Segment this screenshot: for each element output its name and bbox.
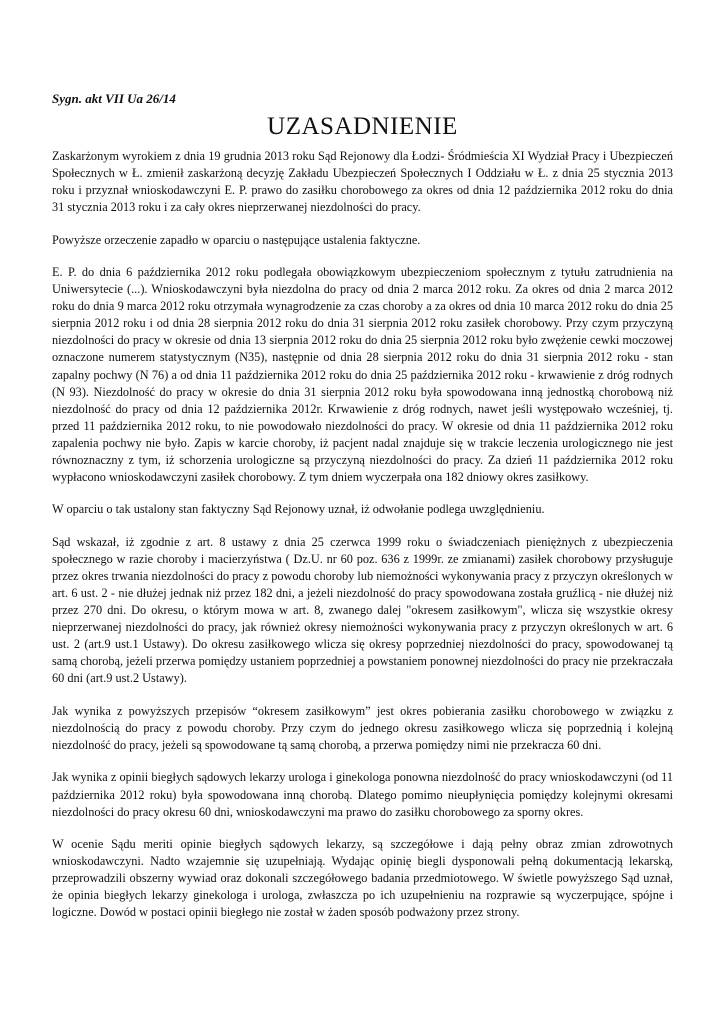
paragraph-judgment: Zaskarżonym wyrokiem z dnia 19 grudnia 2013 roku Sąd Rejonowy dla Łodzi- Śródmieścia XI Wydział Pracy i Ubezpieczeń Społecznych w Ł. zmienił zaskarżoną decyzję Zakładu Ubezpieczeń Społecznych I Oddziału w Ł. z dnia 25 stycznia 2013 roku i przyznał wnioskodawczyni E. P. prawo do zasiłku chorobowego za okres od dnia 12 października 2012 roku do dnia 31 stycznia 2013 roku i za cały okres nieprzerwanej niezdolności do pracy.	[52, 149, 673, 215]
paragraph-facts: E. P. do dnia 6 października 2012 roku podlegała obowiązkowym ubezpieczeniom społecznym z tytułu zatrudnienia na Uniwersytecie (...). Wnioskodawczyni była niezdolna do pracy od dnia 2 marca 2012 roku. Za okres od dnia 2 marca 2012 roku do dnia 9 marca 2012 roku otrzymała wynagrodzenie za czas choroby a za okres od dnia 10 marca 2012 roku do dnia 25 sierpnia 2012 roku i od dnia 28 sierpnia 2012 roku do dnia 31 sierpnia 2012 roku zasiłek chorobowy. Przy czym przyczyną niezdolności do pracy w okresie od dnia 13 sierpnia 2012 roku do dnia 25 sierpnia 2012 roku było zwężenie cewki moczowej oznaczone numerem statystycznym (N35), następnie od dnia 28 sierpnia 2012 roku do dnia 31 sierpnia 2012 roku - stan zapalny pochwy (N 76) a od dnia 11 października 2012 roku do dnia 25 października 2012 roku - krwawienie z dróg rodnych (N 93). Niezdolność do pracy w okresie do dnia 31 sierpnia 2012 roku była spowodowana inną jednostką chorobową niż niezdolność do pracy od dnia 12 października 2012r. Krwawienie z dróg rodnych, nawet jeśli występowało wcześniej, tj. przed 11 października 2012 roku, to nie powodowało niezdolności do pracy. W okresie od dnia 11 października 2012 roku zapalenia pochwy nie było. Zapis w karcie choroby, iż pacjent nadal znajduje się w trakcie leczenia urologicznego nie jest równoznaczny z tym, iż schorzenia urologiczne są przyczyną niezdolności do pracy. Za dzień 11 października 2012 roku wypłacono wnioskodawczyni zasiłek chorobowy. Z tym dniem wyczerpała ona 182 dniowy okres zasiłkowy.	[52, 265, 673, 484]
paragraph-legal-basis: Sąd wskazał, iż zgodnie z art. 8 ustawy z dnia 25 czerwca 1999 roku o świadczeniach pieniężnych z ubezpieczenia społecznego w razie choroby i macierzyństwa ( Dz.U. nr 60 poz. 636 z 1999r. ze zmianami) zasiłek chorobowy przysługuje przez okres trwania niezdolności do pracy z powodu choroby lub niemożności wykonywania pracy z przyczyn określonych w art. 6 ust. 2 - nie dłużej jednak niż przez 182 dni, a jeżeli niezdolność do pracy spowodowana została gruźlicą - nie dłużej niż przez 270 dni. Do okresu, o którym mowa w art. 8, zwanego dalej "okresem zasiłkowym", wlicza się wszystkie okresy nieprzerwanej niezdolności do pracy, jak również okresy niemożności wykonywania pracy z przyczyn określonych w art. 6 ust. 2 (art.9 ust.1 Ustawy). Do okresu zasiłkowego wlicza się okresy poprzedniej niezdolności do pracy, spowodowanej tą samą chorobą, jeżeli przerwa pomiędzy ustaniem poprzedniej a powstaniem ponownej niezdolności do pracy nie przekraczała 60 dni (art.9 ust.2 Ustawy).	[52, 534, 673, 686]
document-page	[52, 88, 673, 937]
paragraph-court-assessment: W ocenie Sądu meriti opinie biegłych sądowych lekarzy, są szczegółowe i dają pełny obraz zmian zdrowotnych wnioskodawczyni. Nadto wzajemnie się uzupełniają. Wydając opinię biegli dysponowali pełną dokumentacją lekarską, przeprowadzili obszerny wywiad oraz dokonali szczegółowego badania przedmiotowego. W świetle powyższego Sąd uznał, że opinia biegłych lekarzy ginekologa i urologa, zwłaszcza po ich uzupełnieniu na rozprawie są wyczerpujące, spójne i logiczne. Dowód w postaci opinii biegłego nie został w żaden sposób podważony przez strony.	[52, 837, 673, 920]
paragraph-findings-intro: Powyższe orzeczenie zapadło w oparciu o następujące ustalenia faktyczne.	[52, 232, 421, 247]
paragraph-expert-opinion: Jak wynika z opinii biegłych sądowych lekarzy urologa i ginekologa ponowna niezdolność do pracy wnioskodawczyni (od 11 października 2012 roku) była spowodowana inną chorobą. Dlatego pomimo nieupłynięcia pomiędzy kolejnymi okresami niezdolności do pracy okresu 60 dni, wnioskodawczyni ma prawo do zasiłku chorobowego za sporny okres.	[52, 770, 673, 819]
case-signature: Sygn. akt VII Ua 26/14	[52, 91, 176, 106]
paragraph-conclusion: W oparciu o tak ustalony stan faktyczny Sąd Rejonowy uznał, iż odwołanie podlega uwzględnieniu.	[52, 502, 545, 517]
paragraph-benefit-period: Jak wynika z powyższych przepisów “okresem zasiłkowym” jest okres pobierania zasiłku chorobowego w związku z niezdolnością do pracy z powodu choroby. Przy czym do jednego okresu zasiłkowego wlicza się poprzednią i kolejną niezdolność do pracy, jeżeli są spowodowane tą samą chorobą, a przerwa pomiędzy nimi nie przekracza 60 dni.	[52, 703, 673, 752]
page-title: UZASADNIENIE	[267, 113, 458, 140]
